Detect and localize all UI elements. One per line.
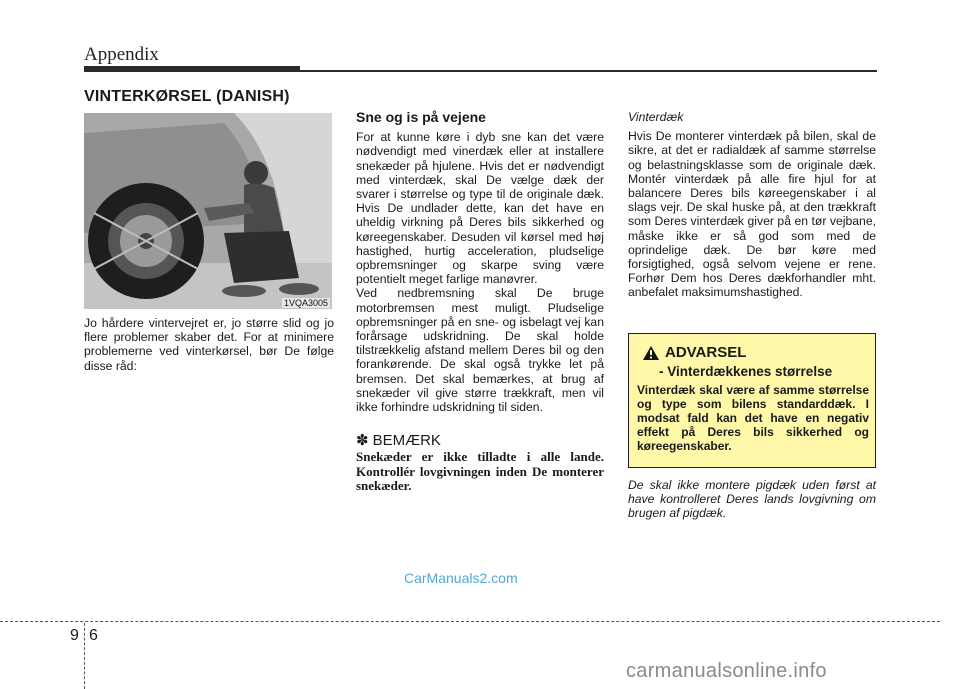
note-symbol-icon: ✽ (356, 432, 369, 450)
column-left (84, 316, 334, 373)
footer-dashed-divider (84, 623, 85, 689)
note-title (356, 434, 604, 448)
page-number: 6 (89, 627, 98, 644)
section-title: VINTERKØRSEL (DANISH) (84, 88, 290, 105)
column-middle (356, 110, 604, 494)
warning-body: Vinterdæk skal være af samme størrelse og type som bilens standarddæk. I modsat fald kan det have en negativ effekt på Deres bils sikkerhed og køreegenskaber. (637, 383, 869, 453)
warning-title: ADVARSEL (665, 344, 747, 361)
winter-tires-heading: Vinterdæk (628, 110, 684, 124)
footer-dashed-rule (0, 621, 940, 622)
figure-code: 1VQA3005 (283, 298, 328, 308)
studded-tires-note: De skal ikke montere pigdæk uden først at have kontrolleret Deres lands lovgivning om brugen af pigdæk. (628, 478, 876, 520)
note-body: Snekæder er ikke tilladte i alle lande. Kontrollér lovgivningen inden De monterer snekæder. (356, 449, 604, 494)
header-rule-thick (84, 66, 300, 72)
column-right (628, 110, 876, 300)
warning-box (628, 333, 876, 468)
warning-triangle-icon (643, 346, 659, 360)
footer-site: carmanualsonline.info (626, 660, 827, 682)
warning-subtitle: - Vinterdækkenes størrelse (659, 364, 833, 379)
snow-ice-paragraph-1: For at kunne køre i dyb sne kan det være nødvendigt med vinerdæk eller at installere snekæder på hjulene. Hvis det er nødvendigt med vinterdæk, skal De vælge dæk der svarer i størrelse og type til de originale dæk. Hvis De undlader dette, kan det have en uheldig virkning på Deres bils sikkerhed og køreegenskaber. Desuden vil kørsel med høj hastighed, hurtig acceleration, pludselige opbremsninger og skarpe sving være potentielt meget farlige manøvrer. (356, 130, 604, 287)
winter-tires-paragraph: Hvis De monterer vinterdæk på bilen, skal de sikre, at det er radialdæk af samme størrelse og belastningsklasse som de originale dæk. Montér vinterdæk på alle fire hjul for at balancere Deres bils køreegenskaber i al slags vejr. De skal huske på, at den trækkraft som Deres vinterdæk giver på en tør vejbane, måske ikke er så god som med de oprindelige dæk. De bør køre med forsigtighed, også selvom vejene er rene. Forhør Dem hos Deres dækforhandler mht. anbefalet maksimumshastighed. (628, 129, 876, 300)
section-number: 9 (70, 627, 79, 644)
winter-tire-photo (84, 113, 332, 309)
photo-illustration (84, 113, 332, 309)
intro-paragraph: Jo hårdere vintervejret er, jo større slid og jo flere problemer skaber det. For at minimere problemerne ved vinterkørsel, bør De følge disse råd: (84, 316, 334, 373)
header-rule-thin (300, 70, 877, 72)
watermark: CarManuals2.com (404, 570, 518, 586)
snow-ice-heading: Sne og is på vejene (356, 109, 486, 125)
header-title: Appendix (84, 44, 159, 65)
warning-header (643, 344, 746, 361)
snow-ice-paragraph-2: Ved nedbremsning skal De bruge motorbremsen mest muligt. Pludselige opbremsninger på en sne- og isbelagt vej kan forårsage udskridning. De skal holde tilstrækkelig afstand mellem Deres bil og den forankørende. De skal også trykke let på bremsen. Det skal bemærkes, at brug af snekæder vil give større trækkraft, men vil ikke forhindre udskridning til siden. (356, 286, 604, 415)
note-title-text: BEMÆRK (372, 432, 441, 450)
